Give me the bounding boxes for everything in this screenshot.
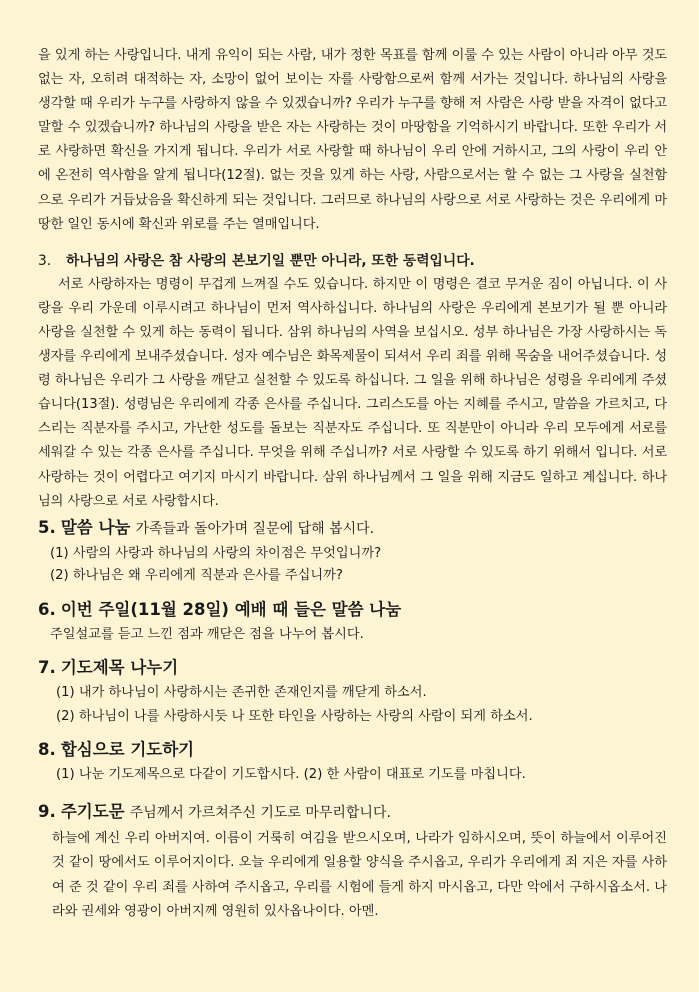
section-8-title: 합심으로 기도하기: [60, 740, 195, 760]
section-8-number: 8.: [38, 740, 56, 760]
point-3-body: 서로 사랑하자는 명령이 무겁게 느껴질 수도 있습니다. 하지만 이 명령은 결코 무거운 짐이 아닙니다. 이 사랑을 우리 가운데 이루시려고 하나님이 먼저 역사하십니다. 하나님의 사랑은 우리에게 본보기가 될 뿐 아니라 사랑을 실천할 수 있게 하는 동력이 됩니다. 삼위 하나님의 사역을 보십시오. 성부 하나님은 가장 사랑하시는 독생자를 우리에게 보내주셨습니다. 성자 예수님은 화목제물이 되셔서 우리 죄를 위해 목숨을 내어주셨습니다. 성령 하나님은 우리가 그 사랑을 깨닫고 실천할 수 있도록 하십니다. 그 일을 위해 하나님은 성령을 우리에게 주셨습니다(13절). 성령님은 우리에게 각종 은사를 주십니다. 그리스도를 아는 지혜를 주시고, 말씀을 가르치고, 다스리는 직분자를 주시고, 가난한 성도를 돌보는 직분자도 주십니다. 또 직분만이 아니라 우리 모두에게 서로를 세워갈 수 있는 각종 은사를 주십니다. 무엇을 위해 주십니까? 서로 사랑할 수 있도록 하기 위해서 입니다. 서로 사랑하는 것이 어렵다고 여기지 마시기 바랍니다. 삼위 하나님께서 그 일을 위해 지금도 일하고 계십니다. 하나님의 사랑으로 서로 사랑합시다.: [38, 276, 667, 509]
intro-paragraph: 을 있게 하는 사랑입니다. 내게 유익이 되는 사람, 내가 정한 목표를 함께 이룰 수 있는 사람이 아니라 아무 것도 없는 자, 오히려 대적하는 자, 소망이 없어 보이는 자를 사랑함으로써 함께 서가는 것입니다. 하나님의 사랑을 생각할 때 우리가 누구를 사랑하지 않을 수 있겠습니까? 우리가 누구를 향해 저 사람은 사랑 받을 자격이 없다고 말할 수 있겠습니까? 하나님의 사랑을 받은 자는 사랑하는 것이 마땅함을 기억하시기 바랍니다. 또한 우리가 서로 사랑하면 확신을 가지게 됩니다. 우리가 서로 사랑할 때 하나님이 우리 안에 거하시고, 그의 사랑이 우리 안에 온전히 역사함을 알게 됩니다(12절). 없는 것을 있게 하는 사랑, 사람으로서는 할 수 없는 그 사랑을 실천함으로 우리가 거듭났음을 확신하게 되는 것입니다. 그러므로 하나님의 사랑으로 서로 사랑하는 것은 우리에게 마땅한 일인 동시에 확신과 위로를 주는 열매입니다.: [38, 48, 667, 232]
section-5-heading: [38, 514, 667, 543]
section-7-number: 7.: [38, 658, 56, 678]
point-3-heading: [38, 249, 667, 273]
section-6-desc: 주일설교를 듣고 느낀 점과 깨닫은 점을 나누어 봅시다.: [50, 626, 364, 642]
lords-prayer-text: 하늘에 계신 우리 아버지여. 이름이 거룩히 여김을 받으시오며, 나라가 임하시오며, 뜻이 하늘에서 이루어진 것 같이 땅에서도 이루어지이다. 오늘 우리에게 일용할 양식을 주시옵고, 우리가 우리에게 죄 지은 자를 사하여 준 것 같이 우리 죄를 사하여 주시옵고, 우리를 시험에 들게 하지 마시옵고, 다만 악에서 구하시옵소서. 나라와 권세와 영광이 아버지께 영원히 있사옵나이다. 아멘.: [52, 831, 667, 919]
section-5-question-1: (1) 사람의 사랑과 하나님의 사랑의 차이점은 무엇입니까?: [50, 545, 382, 561]
prayer-topic-2: (2) 하나님이 나를 사랑하시듯 나 또한 타인을 사랑하는 사랑의 사람이 되게 하소서.: [56, 709, 533, 725]
prayer-topic-1: (1) 내가 하나님이 사랑하시는 존귀한 존재인지를 깨닫게 하소서.: [56, 685, 427, 701]
section-7-title: 기도제목 나누기: [60, 658, 179, 678]
section-8-text: (1) 나눈 기도제목으로 다같이 기도합시다. (2) 한 사람이 대표로 기도를 마칩니다.: [56, 767, 526, 783]
section-7-heading: [38, 654, 667, 682]
point-3-number: 3.: [38, 252, 52, 269]
section-9-title: 주기도문: [60, 802, 125, 822]
section-8-heading: [38, 736, 667, 764]
section-9-desc: 주님께서 가르쳐주신 기도로 마무리합니다.: [129, 805, 391, 822]
section-6-heading: [38, 596, 667, 624]
section-5-question-2: (2) 하나님은 왜 우리에게 직분과 은사를 주십니까?: [50, 568, 343, 584]
section-6-title: 이번 주일(11월 28일) 예배 때 들은 말씀 나눔: [60, 599, 402, 619]
section-5-number: 5.: [38, 517, 56, 537]
section-5-title: 말씀 나눔: [60, 517, 131, 537]
section-9-number: 9.: [38, 802, 56, 822]
section-9-heading: [38, 798, 667, 827]
section-5-desc: 가족들과 돌아가며 질문에 답해 봅시다.: [135, 520, 375, 537]
section-6-number: 6.: [38, 599, 56, 619]
point-3-title: 하나님의 사랑은 참 사랑의 본보기일 뿐만 아니라, 또한 동력입니다.: [66, 252, 475, 269]
